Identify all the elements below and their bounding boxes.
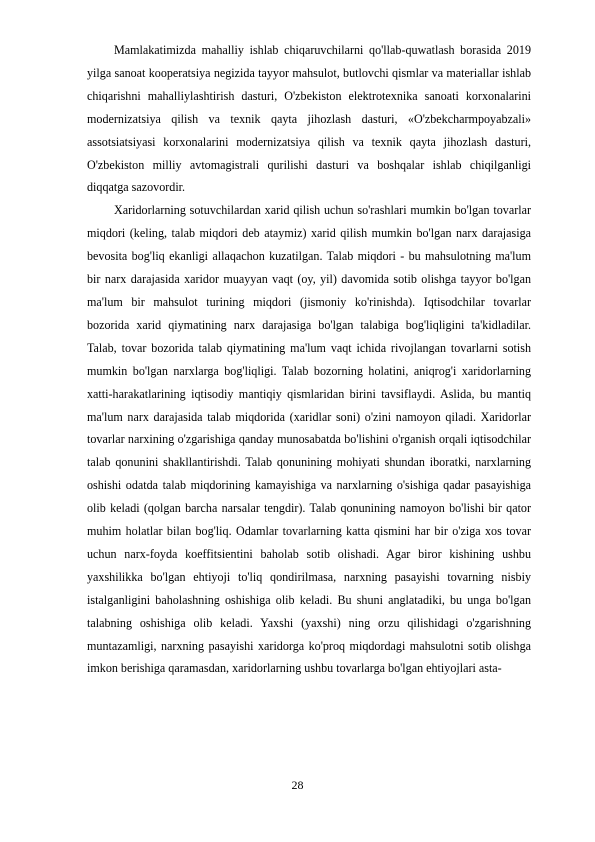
paragraph-localization-programs: Mamlakatimizda mahalliy ishlab chiqaruvchilarni qo'llab-quwatlash borasida 2019 yilga sanoat kooperatsiya negizida tayyor mahsulot, butlovchi qismlar va materiallar ishlab chiqarishni mahalliylashtirish dasturi, O'zbekiston elektrotexnika sanoati korxonalarini modernizatsiya qilish va texnik qayta jihozlash dasturi, «O'zbekcharmpoyabzali» assotsiatsiyasi korxonalarini modernizatsiya qilish va texnik qayta jihozlash dasturi, O'zbekiston milliy avtomagistrali qurilishi dasturi va boshqalar ishlab chiqilganligi diqqatga sazovordir. <box>87 43 531 195</box>
body-text <box>87 39 531 680</box>
page-number: 28 <box>291 778 304 792</box>
paragraph-law-of-demand: Xaridorlarning sotuvchilardan xarid qilish uchun so'rashlari mumkin bo'lgan tovarlar miqdori (keling, talab miqdori deb ataymiz) xarid qilish mumkin bo'lgan narx darajasiga bevosita bog'liq ekanligi allaqachon kuzatilgan. Talab miqdori - bu mahsulotning ma'lum bir narx darajasida xaridor muayyan vaqt (oy, yil) davomida sotib olishga tayyor bo'lgan ma'lum bir mahsulot turining miqdori (jismoniy ko'rinishda). Iqtisodchilar tovarlar bozorida xarid qiymatining narx darajasiga bo'lgan talabiga bog'liqligini ta'kidladilar. Talab, tovar bozorida talab qiymatining ma'lum vaqt ichida rivojlangan tovarlarni sotish mumkin bo'lgan narxlarga bog'liqligi. Talab bozorning holatini, aniqrog'i xaridorlarning xatti-harakatlarining iqtisodiy mantiqiy qismlaridan birini tavsiflaydi. Aslida, bu mantiq ma'lum narx darajasida talab miqdorida (xaridlar soni) o'zini namoyon qiladi. Xaridorlar tovarlar narxining o'zgarishiga qanday munosabatda bo'lishini o'rganish orqali iqtisodchilar talab qonunini shakllantirishdi. Talab qonunining mohiyati shundan iboratki, narxlarning oshishi odatda talab miqdorining kamayishiga va narxlarning o'sishiga qadar pasayishiga olib keladi (qolgan barcha narsalar tengdir). Talab qonunining namoyon bo'lishi bir qator muhim holatlar bilan bog'liq. Odamlar tovarlarning katta qismini har bir o'ziga xos tovar uchun narx-foyda koeffitsientini baholab sotib olishadi. Agar biror kishining ushbu yaxshilikka bo'lgan ehtiyoji to'liq qondirilmasa, narxning pasayishi tovarning nisbiy istalganligini baholashning oshishiga olib keladi. Bu shuni anglatadiki, bu unga bo'lgan talabning oshishiga olib keladi. Yaxshi (yaxshi) ning orzu qilishidagi o'zgarishning muntazamligi, narxning pasayishi xaridorga ko'proq miqdordagi mahsulotni sotib olishga imkon berishiga qaramasdan, xaridorlarning ushbu tovarlarga bo'lgan ehtiyojlari asta- <box>87 203 531 676</box>
